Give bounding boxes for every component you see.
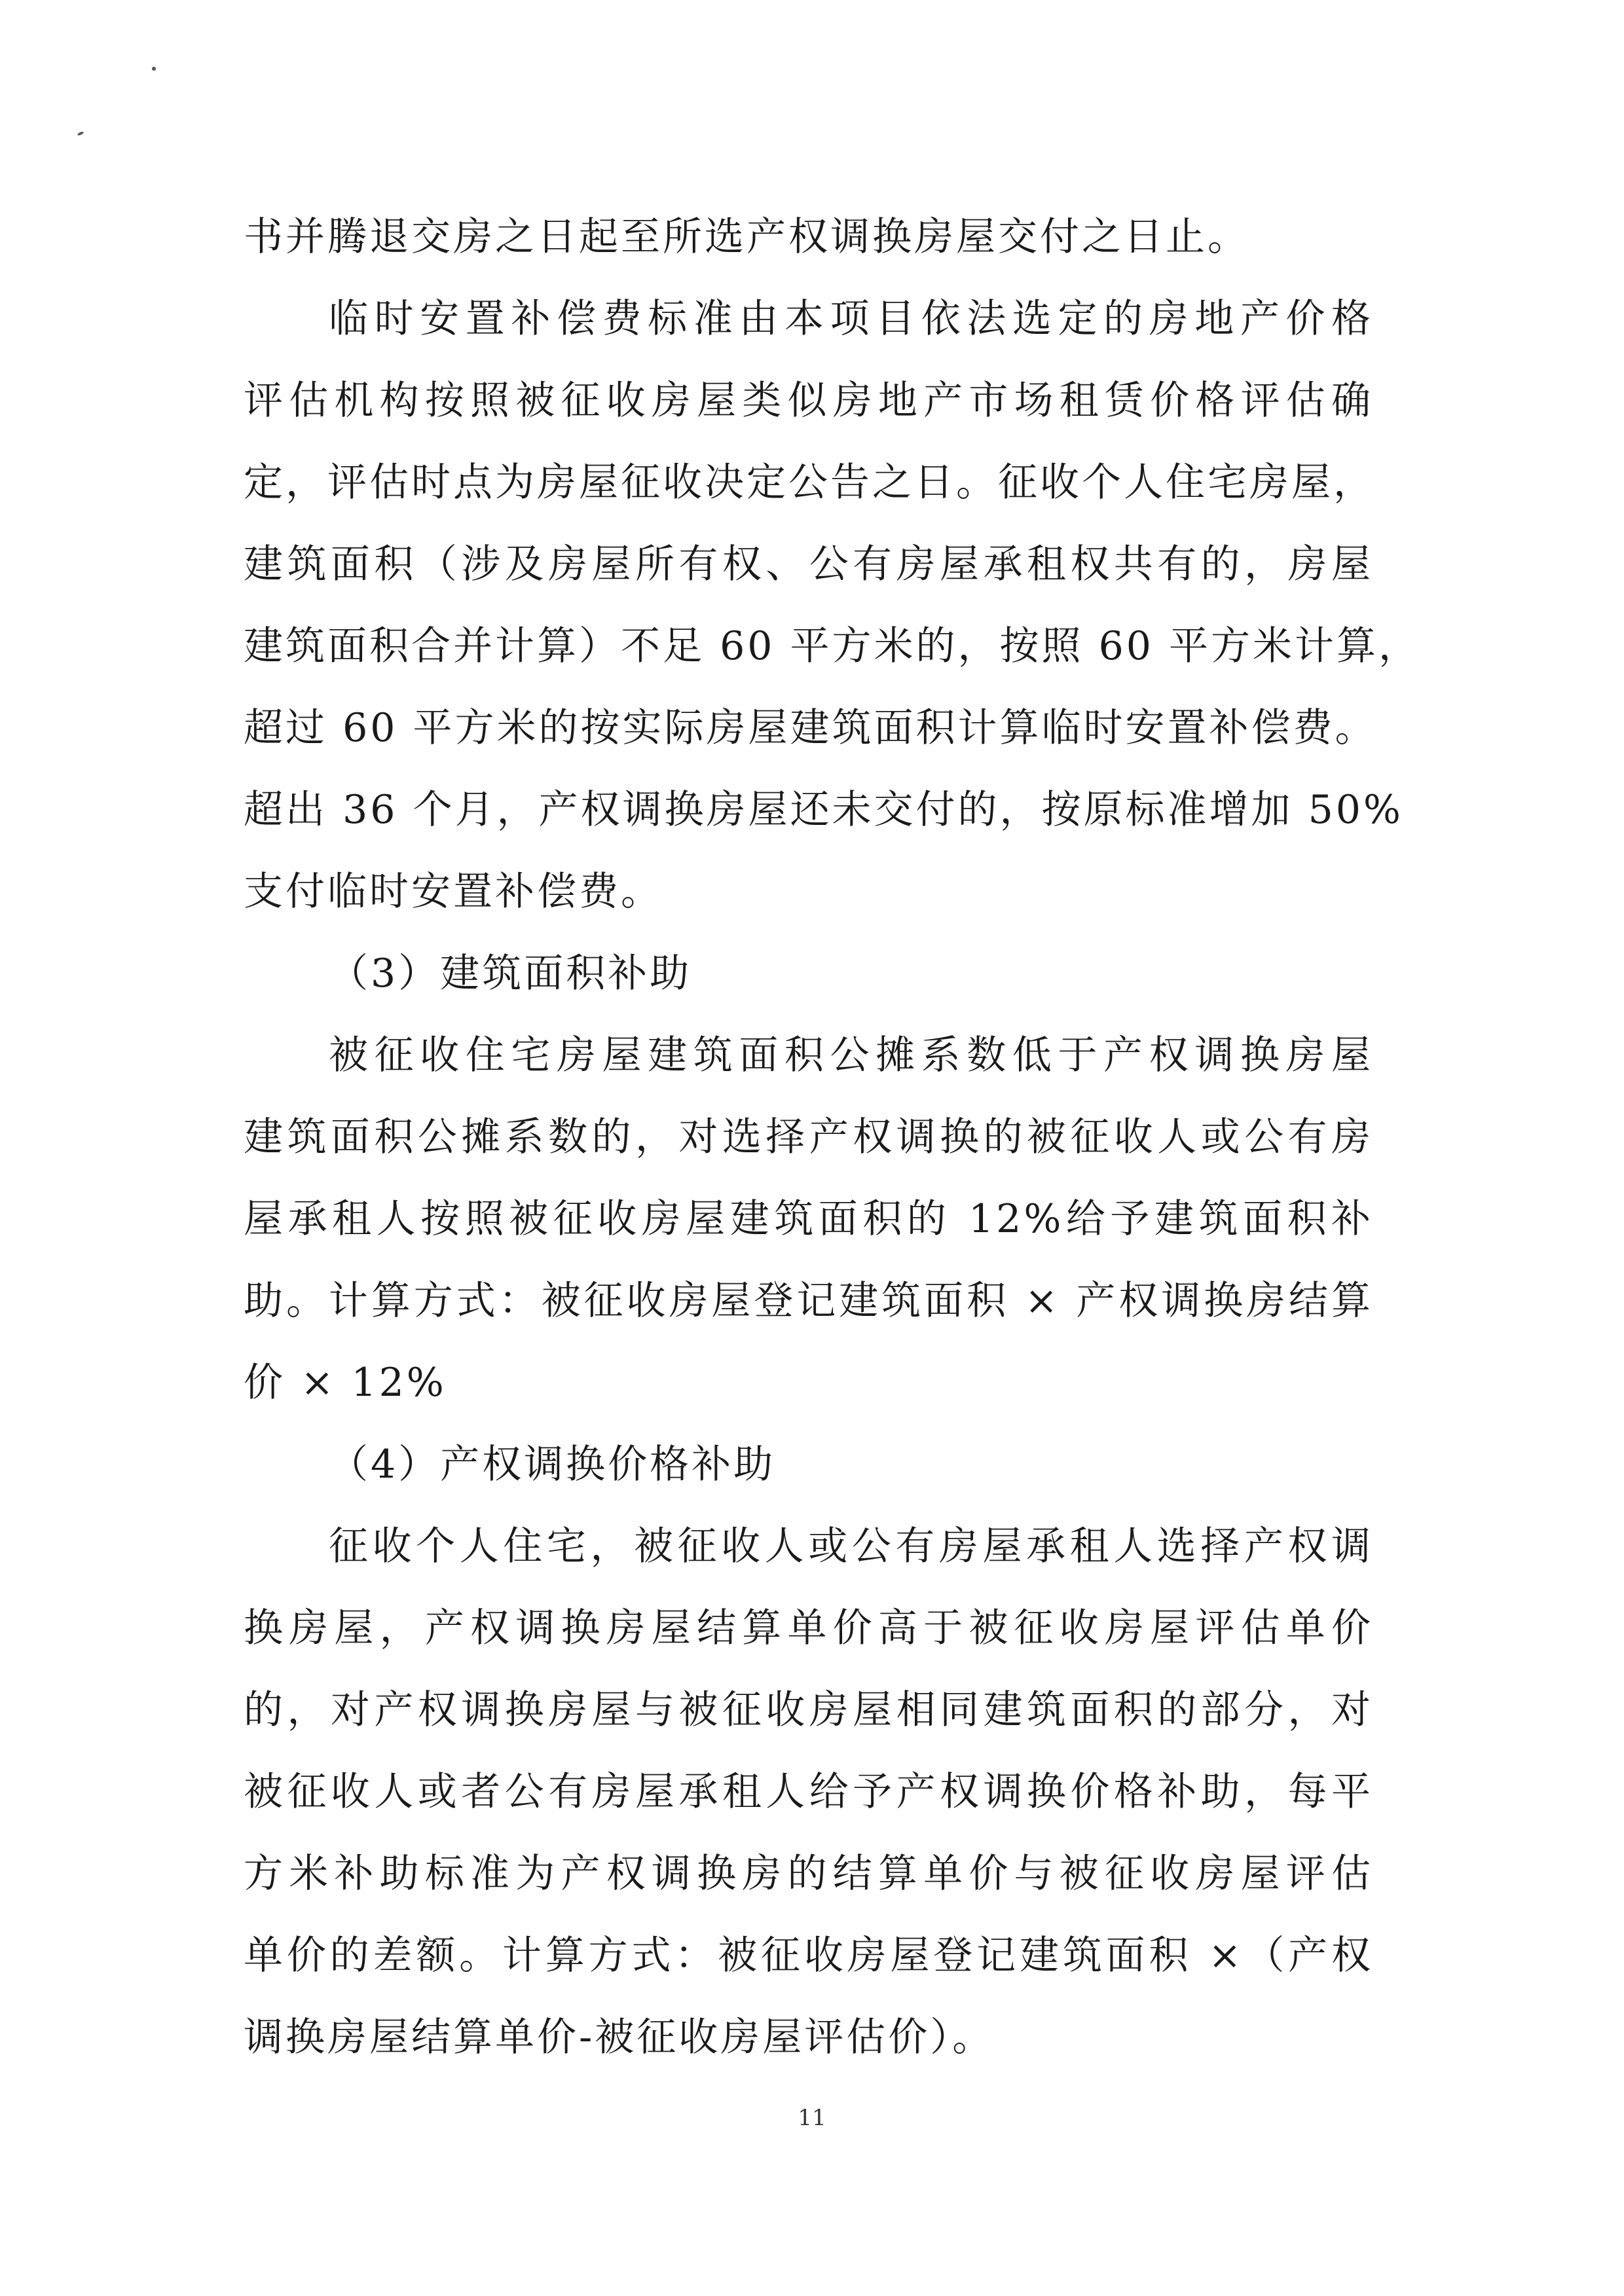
paragraph-line: 建筑面积公摊系数的，对选择产权调换的被征收人或公有房 bbox=[244, 1114, 1373, 1160]
document-body bbox=[244, 196, 1420, 2079]
page-number: 11 bbox=[798, 2105, 826, 2131]
scan-speck bbox=[152, 67, 156, 71]
paragraph-line: 方米补助标准为产权调换房的结算单价与被征收房屋评估 bbox=[244, 1851, 1373, 1897]
section-heading: （4）产权调换价格补助 bbox=[329, 1442, 776, 1487]
paragraph-line: 单价的差额。计算方式：被征收房屋登记建筑面积 ×（产权 bbox=[244, 1933, 1373, 1978]
paragraph-line: 建筑面积合并计算）不足 60 平方米的，按照 60 平方米计算， bbox=[244, 623, 1420, 669]
paragraph-line: 调换房屋结算单价-被征收房屋评估价）。 bbox=[244, 2014, 995, 2060]
paragraph-line: 超出 36 个月，产权调换房屋还未交付的，按原标准增加 50% bbox=[244, 787, 1403, 833]
paragraph-line: 屋承租人按照被征收房屋建筑面积的 12%给予建筑面积补 bbox=[244, 1196, 1373, 1242]
paragraph-line: 建筑面积（涉及房屋所有权、公有房屋承租权共有的，房屋 bbox=[244, 541, 1373, 587]
paragraph-line: 被征收人或者公有房屋承租人给予产权调换价格补助，每平 bbox=[244, 1769, 1373, 1815]
section-heading: （3）建筑面积补助 bbox=[329, 951, 692, 996]
paragraph-line: 评估机构按照被征收房屋类似房地产市场租赁价格评估确 bbox=[244, 378, 1373, 424]
paragraph-line: 支付临时安置补偿费。 bbox=[244, 869, 663, 915]
paragraph-line: 换房屋，产权调换房屋结算单价高于被征收房屋评估单价 bbox=[244, 1605, 1373, 1651]
paragraph-line: 被征收住宅房屋建筑面积公摊系数低于产权调换房屋 bbox=[329, 1032, 1373, 1078]
paragraph-line: 征收个人住宅，被征收人或公有房屋承租人选择产权调 bbox=[329, 1523, 1373, 1569]
paragraph-line: 临时安置补偿费标准由本项目依法选定的房地产价格 bbox=[329, 296, 1373, 342]
paragraph-line: 超过 60 平方米的按实际房屋建筑面积计算临时安置补偿费。 bbox=[244, 705, 1377, 751]
paragraph-line: 的，对产权调换房屋与被征收房屋相同建筑面积的部分，对 bbox=[244, 1687, 1373, 1733]
paragraph-line: 价 × 12% bbox=[244, 1360, 447, 1406]
paragraph-line: 助。计算方式：被征收房屋登记建筑面积 × 产权调换房结算 bbox=[244, 1278, 1373, 1324]
paragraph-line: 书并腾退交房之日起至所选产权调换房屋交付之日止。 bbox=[244, 214, 1249, 260]
scan-speck bbox=[77, 131, 84, 136]
paragraph-line: 定，评估时点为房屋征收决定公告之日。征收个人住宅房屋， bbox=[244, 460, 1375, 505]
